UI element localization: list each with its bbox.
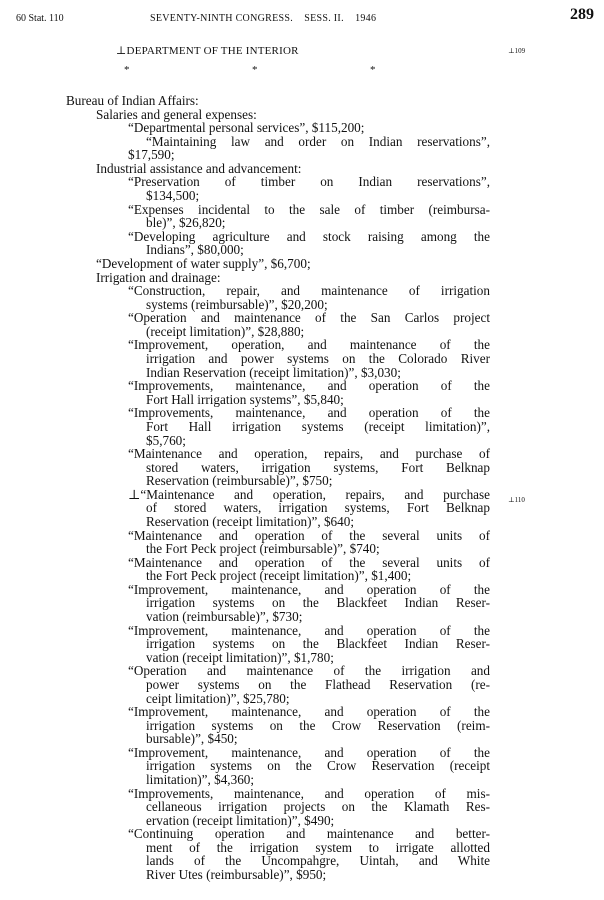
asterisk: * <box>370 64 376 76</box>
department-heading: ⊥DEPARTMENT OF THE INTERIOR <box>116 45 299 57</box>
text-line: ment of the irrigation system to irrigate allotted <box>146 840 490 855</box>
text-line: (receipt limitation)”, $28,880; <box>146 324 305 339</box>
text-line: irrigation systems on the Blackfeet Indian Reser- <box>146 595 490 610</box>
text-line: Irrigation and drainage: <box>96 270 221 285</box>
text-line: the Fort Peck project (receipt limitation)”, $1,400; <box>146 568 412 583</box>
text-line: Reservation (receipt limitation)”, $640; <box>146 514 355 529</box>
text-line: vation (receipt limitation)”, $1,780; <box>146 650 334 665</box>
text-line: the Fort Peck project (reimbursable)”, $740; <box>146 541 380 556</box>
text-line: $17,590; <box>128 147 175 162</box>
text-line: “Improvement, maintenance, and operation of the <box>128 582 490 597</box>
text-line: “Improvement, maintenance, and operation of the <box>128 745 490 760</box>
text-line: “Improvement, operation, and maintenance of the <box>128 337 490 352</box>
text-line: “Improvement, maintenance, and operation of the <box>128 623 490 638</box>
text-line: “Preservation of timber on Indian reservations”, <box>128 174 490 189</box>
text-line: Industrial assistance and advancement: <box>96 161 302 176</box>
statute-reference: 60 Stat. 110 <box>16 13 64 24</box>
text-line: cellaneous irrigation projects on the Klamath Res- <box>146 799 490 814</box>
text-line: “Improvements, maintenance, and operation of the <box>128 378 490 393</box>
text-line: Reservation (reimbursable)”, $750; <box>146 473 333 488</box>
text-line: limitation)”, $4,360; <box>146 772 255 787</box>
text-line: $5,760; <box>146 433 186 448</box>
text-line: “Departmental personal services”, $115,200; <box>128 120 365 135</box>
text-line: “Improvements, maintenance, and operation of mis- <box>128 786 490 801</box>
text-line: “Maintenance and operation of the several units of <box>128 528 490 543</box>
text-line: ⊥“Maintenance and operation, repairs, and purchase <box>128 487 490 502</box>
margin-reference-110: ⊥110 <box>508 496 525 504</box>
text-line: systems (reimbursable)”, $20,200; <box>146 297 328 312</box>
text-line: Bureau of Indian Affairs: <box>66 93 199 108</box>
text-line: irrigation and power systems on the Colorado River <box>146 351 490 366</box>
text-line: $134,500; <box>146 188 200 203</box>
text-line: of stored waters, irrigation systems, Fort Belknap <box>146 500 490 515</box>
text-line: Indians”, $80,000; <box>146 242 244 257</box>
text-line: “Developing agriculture and stock raising among the <box>128 229 490 244</box>
text-line: “Improvements, maintenance, and operation of the <box>128 405 490 420</box>
text-line: “Maintenance and operation, repairs, and purchase of <box>128 446 490 461</box>
text-line: stored waters, irrigation systems, Fort Belknap <box>146 460 490 475</box>
text-line: “Maintenance and operation of the several units of <box>128 555 490 570</box>
margin-reference-109: ⊥109 <box>508 47 526 55</box>
text-line: Salaries and general expenses: <box>96 107 257 122</box>
text-line: Indian Reservation (receipt limitation)”, $3,030; <box>146 365 401 380</box>
asterisk: * <box>124 64 130 76</box>
text-line: “Maintaining law and order on Indian reservations”, <box>146 134 490 149</box>
text-line: ble)”, $26,820; <box>146 215 226 230</box>
text-line: “Operation and maintenance of the San Carlos project <box>128 310 490 325</box>
text-line: bursable)”, $450; <box>146 731 238 746</box>
page-number: 289 <box>570 6 594 23</box>
text-line: ceipt limitation)”, $25,780; <box>146 691 290 706</box>
text-line: irrigation systems on the Crow Reservation (reim- <box>146 718 490 733</box>
text-line: irrigation systems on the Crow Reservation (receipt <box>146 758 490 773</box>
text-line: “Expenses incidental to the sale of timber (reimbursa- <box>128 202 490 217</box>
text-line: “Improvement, maintenance, and operation of the <box>128 704 490 719</box>
text-line: “Operation and maintenance of the irrigation and <box>128 663 490 678</box>
text-line: “Construction, repair, and maintenance of irrigation <box>128 283 490 298</box>
text-line: “Continuing operation and maintenance and better- <box>128 826 490 841</box>
text-line: ervation (receipt limitation)”, $490; <box>146 813 335 828</box>
text-line: vation (reimbursable)”, $730; <box>146 609 303 624</box>
text-line: power systems on the Flathead Reservation (re- <box>146 677 490 692</box>
text-line: River Utes (reimbursable)”, $950; <box>146 867 327 882</box>
text-line: lands of the Uncompahgre, Uintah, and White <box>146 853 490 868</box>
text-line: Fort Hall irrigation systems”, $5,840; <box>146 392 344 407</box>
running-head: SEVENTY-NINTH CONGRESS. SESS. II. 1946 <box>150 13 377 24</box>
text-line: irrigation systems on the Blackfeet Indian Reser- <box>146 636 490 651</box>
text-line: Fort Hall irrigation systems (receipt limitation)”, <box>146 419 490 434</box>
text-line: “Development of water supply”, $6,700; <box>96 256 311 271</box>
asterisk: * <box>252 64 258 76</box>
